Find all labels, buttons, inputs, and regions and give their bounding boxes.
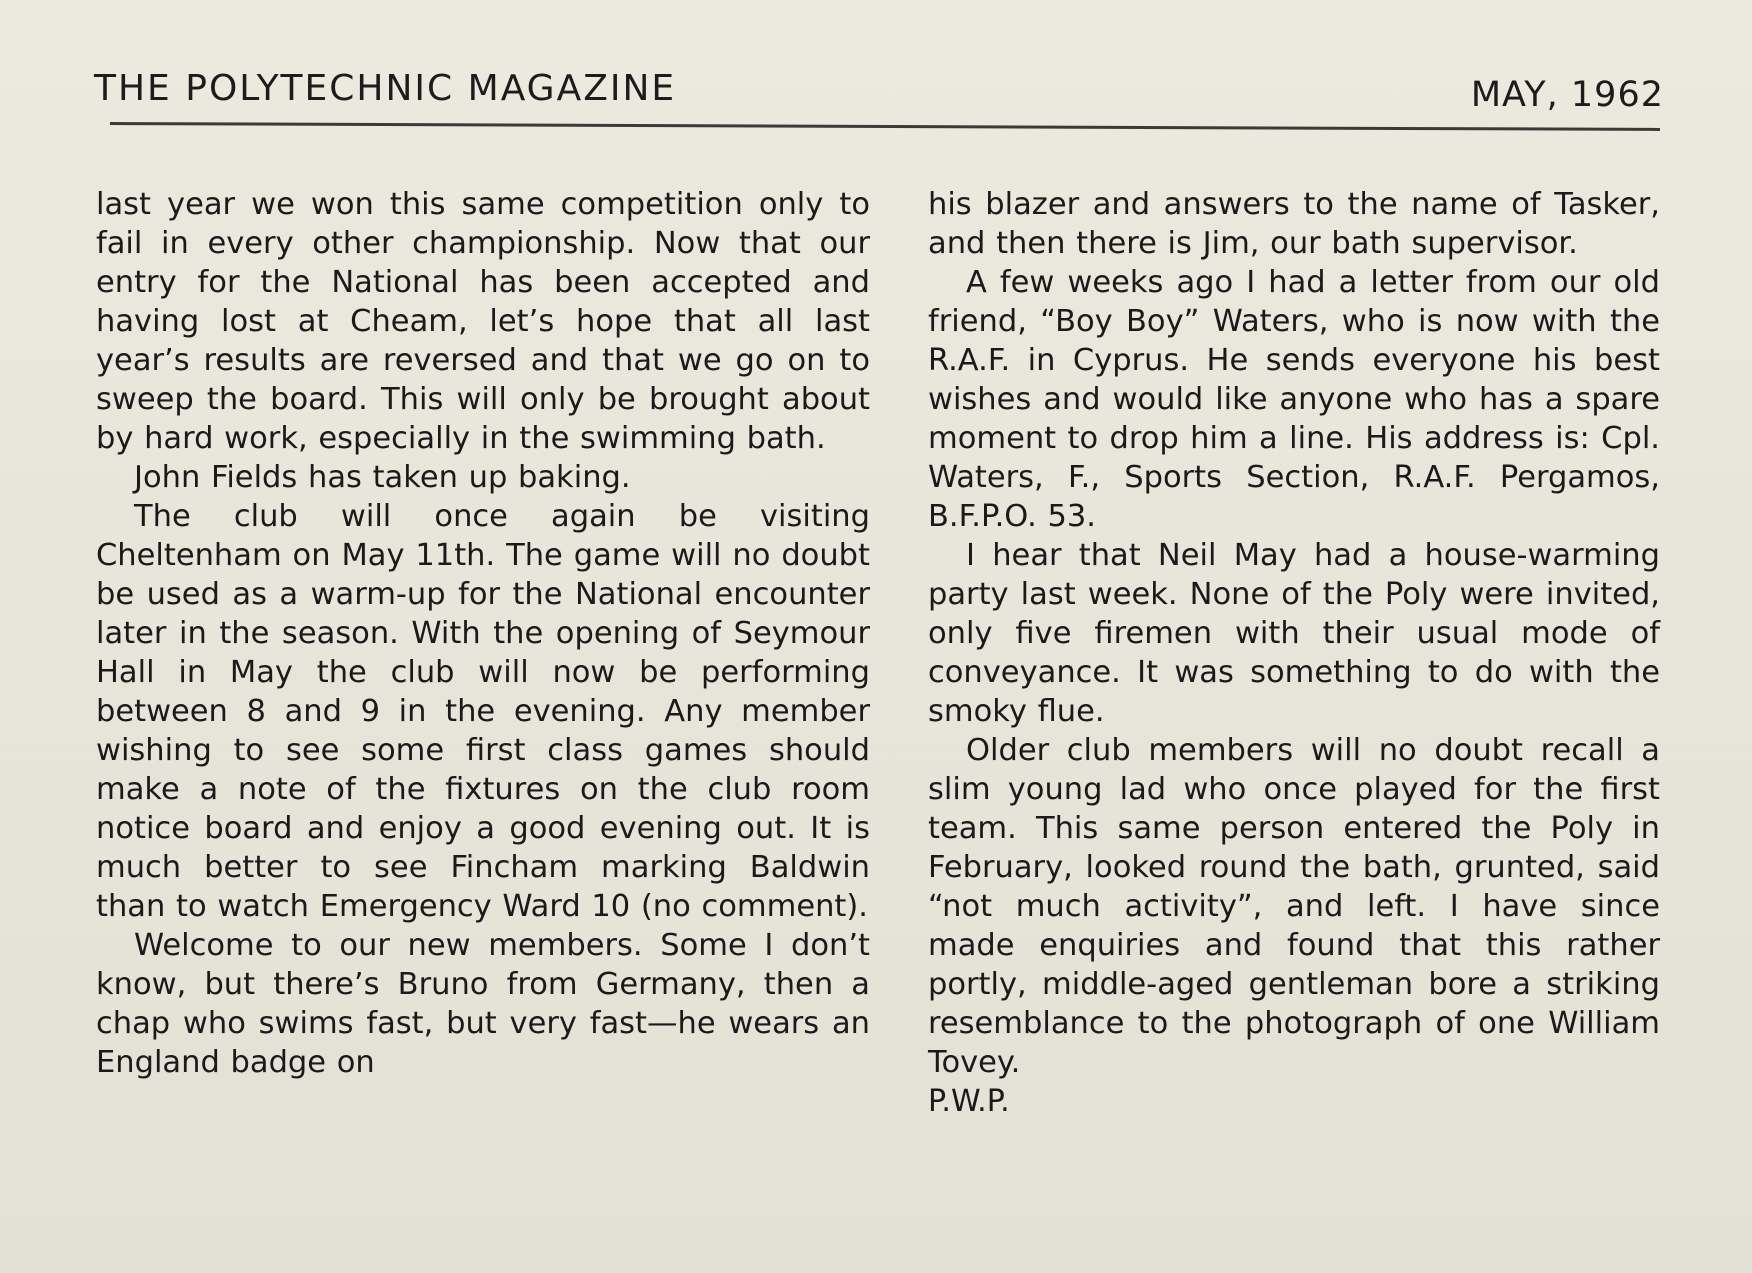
- paragraph: The club will once again be visiting Cheltenham on May 11th. The game will no doubt be used as a warm-up for the National encounter later in the season. With the opening of Seymour Hall in May the club will now be performing between 8 and 9 in the evening. Any member wishing to see some first class games should make a note of the fixtures on the club room notice board and enjoy a good evening out. It is much better to see Fincham marking Baldwin than to watch Emergency Ward 10 (no comment).: [96, 499, 870, 924]
- paragraph: Welcome to our new members. Some I don’t know, but there’s Bruno from Germany, then a chap who swims fast, but very fast—he wears an England badge on: [96, 928, 870, 1080]
- magazine-title: THE POLYTECHNIC MAGAZINE: [94, 68, 677, 109]
- running-header: [94, 60, 1664, 120]
- paragraph: John Fields has taken up baking.: [134, 460, 631, 495]
- paragraph: last year we won this same competition only to fail in every other championship. Now that our entry for the National has been accepted and having lost at Cheam, let’s hope that all last year’s results are reversed and that we go on to sweep the board. This will only be brought about by hard work, especially in the swimming bath.: [96, 187, 870, 456]
- issue-date: MAY, 1962: [1470, 75, 1664, 115]
- left-column: [96, 185, 870, 1082]
- author-signature: P.W.P.: [928, 1084, 1010, 1119]
- paragraph: A few weeks ago I had a letter from our old friend, “Boy Boy” Waters, who is now with the R.A.F. in Cyprus. He sends everyone his best wishes and would like anyone who has a spare moment to drop him a line. His address is: Cpl. Waters, F., Sports Section, R.A.F. Pergamos, B.F.P.O. 53.: [928, 265, 1660, 534]
- paragraph: I hear that Neil May had a house-warming party last week. None of the Poly were invited, only five firemen with their usual mode of conveyance. It was something to do with the smoky flue.: [928, 538, 1660, 729]
- header-rule: [110, 122, 1660, 131]
- paragraph: his blazer and answers to the name of Tasker, and then there is Jim, our bath supervisor.: [928, 187, 1660, 261]
- right-column: [928, 185, 1660, 1121]
- paragraph: Older club members will no doubt recall a slim young lad who once played for the first team. This same person entered the Poly in February, looked round the bath, grunted, said “not much activity”, and left. I have since made enquiries and found that this rather portly, middle-aged gentleman bore a striking resemblance to the photograph of one William Tovey.: [928, 733, 1660, 1080]
